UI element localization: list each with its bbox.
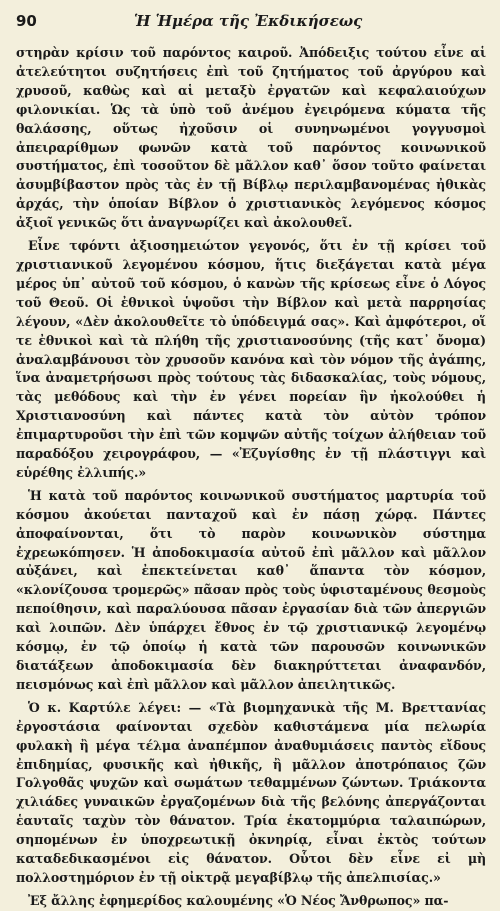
paragraph-5: Ἐξ ἄλλης ἐφημερίδος καλουμένης «Ὁ Νέος Ἄνθρωπος» πα- xyxy=(28,892,449,908)
body-text xyxy=(16,44,486,911)
running-head xyxy=(16,12,486,38)
paragraph-4: Ὁ κ. Καρτύλε λέγει: — «Τὰ βιομηχανικὰ τῆς Μ. Βρεττανίας ἐργοστάσια φαίνονται σχεδὸν καθιστάμενα μία πελωρία φυλακὴ ἢ μέγα τέλμα ἀναπέμπον ἀναθυμιάσεις παντὸς εἴδους ἐπιδημίας, φυσικῆς καὶ ἠθικῆς, ἢ μᾶλλον ἀποτρόπαιος ζῶν Γολγοθᾶς ψυχῶν καὶ σωμάτων τεθαμμένων ζώντων. Τριάκοντα χιλιάδες γυναικῶν ἐργαζομένων διὰ τῆς βελόνης ἀπεργάζονται ἑαυταῖς ταχὺν τὸν θάνατον. Τρία ἑκατομμύρια ταλαιπώρων, σηπομένων ἐν ὑποχρεωτικῇ ὀκνηρίᾳ, εἶναι ἐκτὸς τούτων καταδεδικασμένοι εἰς θάνατον. Οὗτοι δὲν εἶνε εἰ μὴ πολλοστημόριον ἐν τῇ οἰκτρᾷ μεγαβίβλῳ τῆς ἀπελπισίας.» xyxy=(16,699,486,885)
paragraph-3: Ἡ κατὰ τοῦ παρόντος κοινωνικοῦ συστήματος μαρτυρία τοῦ κόσμου ἀκούεται πανταχοῦ καὶ ἐν πάσῃ χώρᾳ. Πάντες ἀποφαίνονται, ὅτι τὸ παρὸν κοινωνικὸν σύστημα ἐχρεωκόπησεν. Ἡ ἀποδοκιμασία αὐτοῦ ἐπὶ μᾶλλον καὶ μᾶλλον αὐξάνει, καὶ ἐπεκτείνεται καθ᾽ ἅπαντα τὸν κόσμον, «κλονίζουσα τρομερῶς» πᾶσαν πρὸς τοὺς ὑφισταμένους θεσμοὺς πεποίθησιν, καὶ παραλύουσα πᾶσαν ἐργασίαν διὰ τῶν ἀπεργιῶν καὶ λοιπῶν. Δὲν ὑπάρχει ἔθνος ἐν τῷ χριστιανικῷ λεγομένῳ κόσμῳ, ἐν τῷ ὁποίῳ ἡ κατὰ τῶν παρουσῶν κοινωνικῶν διατάξεων ἀποδοκιμασία δὲν διακηρύττεται ἀναφανδόν, πεισμόνως καὶ ἐπὶ μᾶλλον καὶ μᾶλλον ἀπειλητικῶς. xyxy=(16,487,486,692)
paragraph-2: Εἶνε τφόντι ἀξιοσημειώτον γεγονός, ὅτι ἐν τῇ κρίσει τοῦ χριστιανικοῦ λεγομένου κόσμου, ἥτις διεξάγεται κατὰ μέγα μέρος ὑπ᾽ αὐτοῦ τοῦ κόσμου, ὁ κανὼν τῆς κρίσεως εἶνε ὁ Λόγος τοῦ Θεοῦ. Οἱ ἐθνικοὶ ὑψοῦσι τὴν Βίβλον καὶ μετὰ παρρησίας λέγουν, «Δὲν ἀκολουθεῖτε τὸ ὑπόδειγμά σας». Καὶ ἀμφότεροι, οἵ τε ἐθνικοὶ καὶ τὰ πλήθη τῆς χριστιανοσύνης (τῆς κατ᾽ ὄνομα) ἀναλαμβάνουσι τὸν χρυσοῦν κανόνα καὶ τὸν νόμον τῆς ἀγάπης, ἵνα ἀναμετρήσωσι πρὸς τούτους τὰς διδασκαλίας, τοὺς νόμους, τὰς μεθόδους καὶ τὴν ἐν γένει πορείαν ἣν ἠκολούθει ἡ Χριστιανοσύνη καὶ πάντες κατὰ τὸν αὐτὸν τρόπον ἐπιμαρτυροῦσι τὴν ἐπὶ τῶν κομψῶν αὐτῆς τοίχων ἀλήθειαν τοῦ παραδόξου χειρογράφου, — «Ἐζυγίσθης ἐν τῇ πλάστιγγι καὶ εὑρέθης ἐλλιπής.» xyxy=(16,238,486,480)
running-title: Ἡ Ἡμέρα τῆς Ἐκδικήσεως xyxy=(134,12,363,30)
paragraph-1: στηρὰν κρίσιν τοῦ παρόντος καιροῦ. Ἀπόδειξις τούτου εἶνε αἱ ἀτελεύτητοι συζητήσεις ἐπὶ τοῦ ζητήματος τοῦ ἀργύρου καὶ χρυσοῦ, καθὼς καὶ αἱ μεταξὺ ἐργατῶν καὶ κεφαλαιούχων φιλονικίαι. Ὡς τὰ ὑπὸ τοῦ ἀνέμου ἐγειρόμενα κύματα τῆς θαλάσσης, οὕτως ἠχοῦσιν οἱ συνηνωμένοι γογγυσμοὶ ἀπειραρίθμων φωνῶν κατὰ τοῦ παρόντος κοινωνικοῦ συστήματος, ἐπὶ τοσοῦτον δὲ μᾶλλον καθ᾽ ὅσον τοῦτο φαίνεται ἀσυμβίβαστον πρὸς τὰς ἐν τῇ Βίβλῳ περιλαμβανομένας ἠθικὰς ἀρχάς, τὴν ὁποίαν Βίβλον ὁ χριστιανικὸς λεγόμενος κόσμος ἀξιοῖ γενικῶς ὅτι ἀναγνωρίζει καὶ ἀκολουθεῖ. xyxy=(16,45,486,231)
page-number: 90 xyxy=(16,12,37,30)
